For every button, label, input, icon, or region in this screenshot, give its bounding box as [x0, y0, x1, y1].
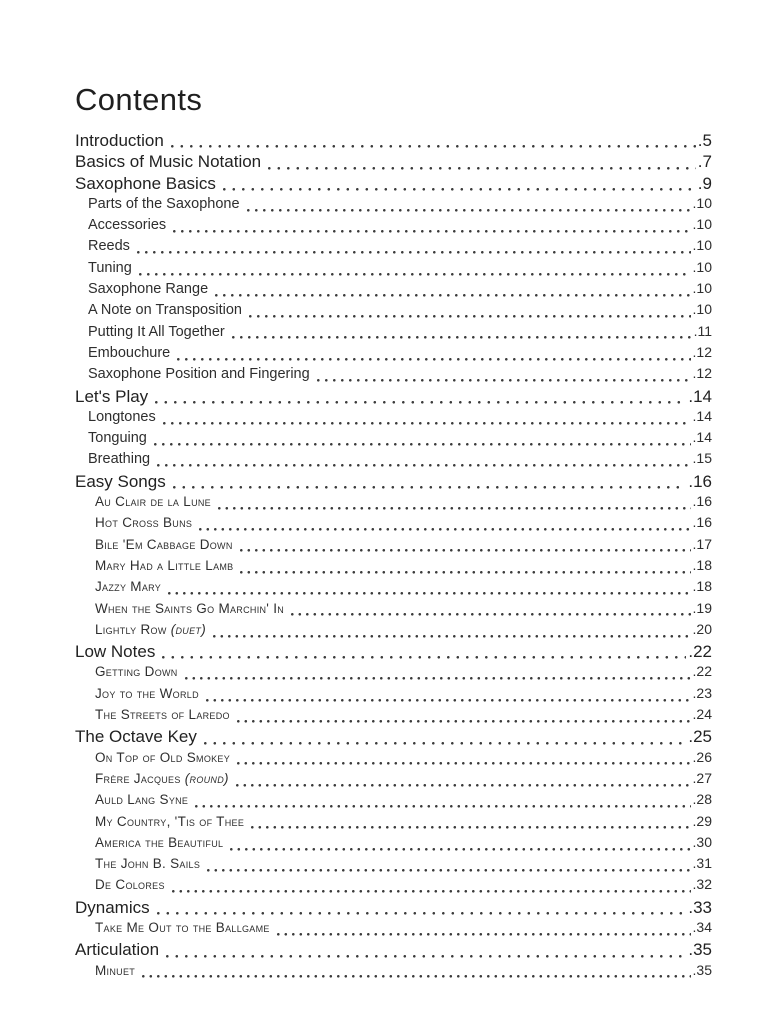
dot-leader: [162, 642, 686, 663]
toc-entry: [75, 876, 712, 897]
toc-entry-page: . 12: [693, 344, 712, 360]
dot-leader: [206, 685, 691, 706]
toc-entry-page: . 16: [693, 493, 712, 509]
toc-entry: [75, 621, 712, 642]
toc-entry: [75, 387, 712, 408]
toc-entry: [75, 301, 712, 322]
toc-entry-title: Saxophone Range: [88, 281, 209, 298]
toc-entry-page: . 35: [688, 940, 712, 960]
dot-leader: [166, 940, 686, 961]
toc-entry-title: Accessories: [88, 217, 167, 234]
toc-entry-page: . 32: [693, 876, 712, 892]
toc-entry-title: Tuning: [88, 259, 132, 276]
toc-entry-title: The Octave Key: [75, 727, 197, 747]
dot-leader: [236, 770, 691, 791]
dot-leader: [249, 301, 691, 322]
toc-entry-page: . 5: [698, 131, 712, 151]
toc-entry: [75, 152, 712, 173]
toc-entry-title: Mary Had a Little Lamb: [95, 557, 234, 573]
toc-entry-page: . 14: [693, 408, 712, 424]
toc-page: [75, 84, 712, 983]
toc-entry-title: Dynamics: [75, 897, 150, 917]
toc-entry-title: Au Clair de la Lune: [95, 494, 211, 510]
dot-leader: [291, 600, 690, 621]
toc-entry-title: Introduction: [75, 131, 164, 150]
toc-entry-page: . 22: [688, 642, 712, 662]
dot-leader: [157, 898, 687, 919]
toc-entry-page: . 17: [693, 536, 712, 552]
toc-entry-page: . 10: [693, 259, 712, 275]
dot-leader: [247, 195, 691, 216]
dot-leader: [215, 280, 690, 301]
toc-entry: [75, 727, 712, 748]
toc-entry-page: . 31: [693, 855, 712, 871]
toc-entry: [75, 536, 712, 557]
dot-leader: [157, 450, 690, 471]
toc-entry: [75, 131, 712, 152]
toc-entry-page: . 33: [688, 898, 712, 918]
toc-entry-page: . 29: [693, 813, 712, 829]
toc-entry: [75, 237, 712, 258]
toc-entry-page: . 10: [693, 280, 712, 296]
toc-entry-title: Jazzy Mary: [95, 579, 162, 595]
toc-entry-title: On Top of Old Smokey: [95, 749, 231, 765]
toc-entry-page: . 11: [694, 323, 712, 339]
toc-entry-title: Basics of Music Notation: [75, 152, 262, 172]
dot-leader: [137, 237, 691, 258]
dot-leader: [185, 663, 691, 684]
toc-entry: [75, 855, 712, 876]
dot-leader: [237, 706, 691, 727]
toc-entry: [75, 791, 712, 812]
toc-entry: [75, 578, 712, 599]
toc-entry: [75, 706, 712, 727]
dot-leader: [163, 408, 691, 429]
toc-entry: [75, 174, 712, 195]
toc-entry-title: Bile 'Em Cabbage Down: [95, 536, 233, 552]
toc-entry-title: Longtones: [88, 408, 156, 425]
toc-entry-page: . 35: [693, 962, 712, 978]
toc-entry-page: . 14: [688, 387, 712, 407]
toc-entry-page: . 12: [693, 365, 712, 381]
toc-entry-title: Minuet: [95, 962, 136, 978]
dot-leader: [173, 216, 690, 237]
toc-entry: [75, 749, 712, 770]
toc-entry-page: . 14: [693, 429, 712, 445]
toc-entry: [75, 940, 712, 961]
toc-entry-page: . 25: [688, 727, 712, 747]
toc-entry-title: America the Beautiful: [95, 834, 224, 850]
toc-entry-title: Take Me Out to the Ballgame: [95, 919, 270, 935]
toc-entry-title: Saxophone Basics: [75, 173, 216, 193]
dot-leader: [154, 429, 691, 450]
toc-entry: [75, 514, 712, 535]
toc-entry: [75, 663, 712, 684]
toc-entry: [75, 834, 712, 855]
toc-entry: [75, 280, 712, 301]
dot-leader: [240, 557, 690, 578]
toc-entry: [75, 600, 712, 621]
toc-entry-page: . 24: [693, 706, 712, 722]
toc-entry-title: Getting Down: [95, 664, 178, 680]
toc-entry-suffix: (duet): [170, 621, 206, 637]
toc-entry: [75, 216, 712, 237]
toc-entry: [75, 557, 712, 578]
toc-entry-title: Breathing: [88, 451, 151, 468]
dot-leader: [199, 514, 690, 535]
toc-entry: [75, 642, 712, 663]
toc-entry-title: My Country, 'Tis of Thee: [95, 813, 245, 829]
dot-leader: [232, 323, 692, 344]
toc-entry-page: . 26: [693, 749, 712, 765]
toc-entry-title: Joy to the World: [95, 685, 199, 701]
dot-leader: [155, 387, 686, 408]
dot-leader: [223, 174, 696, 195]
toc-entry: [75, 259, 712, 280]
dot-leader: [237, 749, 691, 770]
toc-entry: [75, 813, 712, 834]
toc-entry-title: Reeds: [88, 238, 130, 255]
dot-leader: [317, 365, 691, 386]
toc-entry-page: . 7: [698, 152, 712, 172]
toc-entry: [75, 450, 712, 471]
dot-leader: [172, 876, 691, 897]
toc-entry-page: . 10: [693, 301, 712, 317]
dot-leader: [268, 152, 696, 173]
toc-entry-page: . 9: [698, 174, 712, 194]
toc-entry-title: Parts of the Saxophone: [88, 195, 240, 212]
toc-entry: [75, 323, 712, 344]
dot-leader: [173, 472, 687, 493]
toc-entry-page: . 16: [688, 472, 712, 492]
dot-leader: [171, 131, 696, 152]
toc-entry-title: Low Notes: [75, 642, 156, 662]
toc-entry: [75, 493, 712, 514]
toc-entry-page: . 20: [693, 621, 712, 637]
toc-entry-title: Articulation: [75, 940, 160, 960]
dot-leader: [240, 536, 691, 557]
toc-entry-page: . 23: [693, 685, 712, 701]
page-title: Contents: [75, 82, 203, 117]
toc-entry: [75, 429, 712, 450]
toc-entry-title: Saxophone Position and Fingering: [88, 366, 310, 383]
dot-leader: [207, 855, 690, 876]
toc-entry-page: . 10: [693, 216, 712, 232]
toc-entry-title: Easy Songs: [75, 471, 166, 491]
toc-entry: [75, 919, 712, 940]
dot-leader: [213, 621, 691, 642]
dot-leader: [142, 962, 690, 983]
dot-leader: [251, 813, 690, 834]
toc-entry: [75, 195, 712, 216]
toc-entry-page: . 15: [693, 450, 712, 466]
toc-entry-title: Hot Cross Buns: [95, 515, 193, 531]
toc-entry-title: Lightly Row (duet): [95, 621, 206, 637]
toc-entry-page: . 28: [693, 791, 712, 807]
toc-entry: [75, 344, 712, 365]
toc-entry-title: A Note on Transposition: [88, 302, 242, 319]
toc-entry-page: . 18: [693, 557, 712, 573]
toc-entry-page: . 19: [693, 600, 712, 616]
dot-leader: [195, 791, 690, 812]
toc-entry-title: The Streets of Laredo: [95, 707, 230, 723]
toc-entry-title: Tonguing: [88, 430, 147, 447]
dot-leader: [168, 578, 690, 599]
toc-entry-title: Auld Lang Syne: [95, 792, 189, 808]
toc-entry-title: Putting It All Together: [88, 323, 225, 340]
toc-entry: [75, 365, 712, 386]
toc-entry-page: . 27: [693, 770, 712, 786]
toc-entry-title: De Colores: [95, 877, 165, 893]
toc-entry-title: Frère Jacques (round): [95, 770, 229, 786]
toc-entry-title: The John B. Sails: [95, 856, 201, 872]
dot-leader: [177, 344, 690, 365]
toc-entry-page: . 10: [693, 195, 712, 211]
toc-entry: [75, 408, 712, 429]
toc-entry: [75, 472, 712, 493]
toc-entry-page: . 16: [693, 514, 712, 530]
toc-entry-page: . 18: [693, 578, 712, 594]
toc-entry-suffix: (round): [184, 770, 229, 786]
toc-entry: [75, 898, 712, 919]
toc-entry: [75, 770, 712, 791]
dot-leader: [230, 834, 690, 855]
toc-entry-page: . 22: [693, 663, 712, 679]
dot-leader: [204, 727, 686, 748]
toc-entry-page: . 10: [693, 237, 712, 253]
toc-entry: [75, 962, 712, 983]
dot-leader: [277, 919, 691, 940]
toc-entry-title: Embouchure: [88, 344, 171, 361]
dot-leader: [139, 259, 691, 280]
dot-leader: [218, 493, 691, 514]
toc-entry-title: Let's Play: [75, 386, 149, 406]
toc-entry-page: . 30: [693, 834, 712, 850]
toc-list: [75, 131, 712, 983]
toc-entry-title: When the Saints Go Marchin' In: [95, 600, 285, 616]
toc-entry: [75, 685, 712, 706]
toc-entry-page: . 34: [693, 919, 712, 935]
